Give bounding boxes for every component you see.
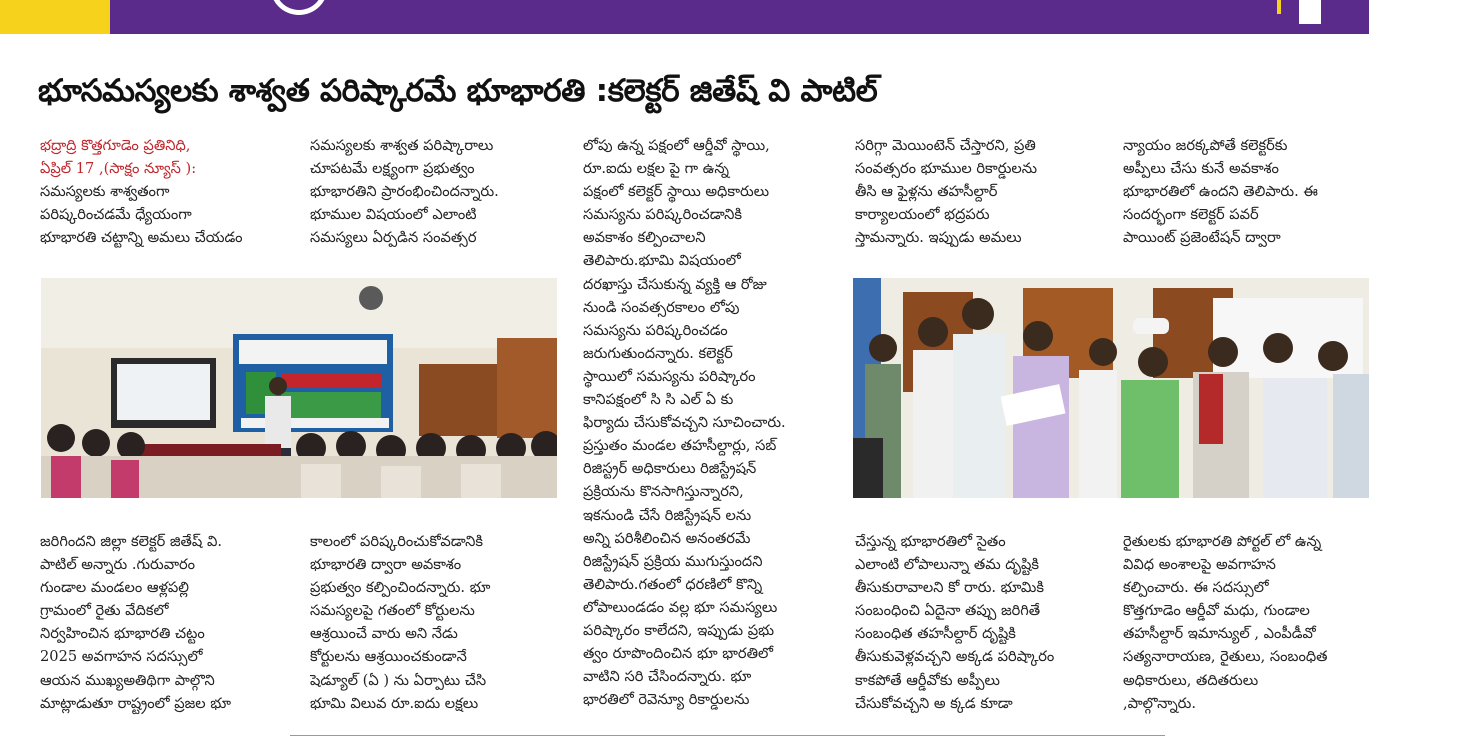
- dateline: భద్రాద్రి కొత్తగూడెం ప్రతినిధి, ఏప్రిల్ 17 ,(సాక్షం న్యూస్ ):: [40, 137, 197, 178]
- column-1-top: [40, 134, 292, 249]
- masthead-logo-icon: [270, 0, 328, 15]
- column-1-bottom: జరిగిందని జిల్లా కలెక్టర్ జితేష్ వి. పాటిల్ అన్నారు .గురువారం గుండాల మండలం ఆళ్లపల్లి గ్రామంలో రైతు వేదికలో నిర్వహించిన భూభారతి చట్టం 2025 అవగాహన సదస్సులో ఆయన ముఖ్యఅతిథిగా పాల్గొని మాట్లాడుతూ రాష్ట్రంలో ప్రజల భూ: [40, 533, 231, 712]
- column-2-top: సమస్యలకు శాశ్వత పరిష్కారాలు చూపటమే లక్ష్యంగా ప్రభుత్వం భూభారతిని ప్రారంభించిందన్నారు. భూముల విషయంలో ఎలాంటి సమస్యలు ఏర్పడిన సంవత్సర: [310, 137, 499, 247]
- officials-group-photo: [853, 278, 1369, 498]
- column-5-bottom: రైతులకు భూభారతి పోర్టల్ లో ఉన్న వివిధ అంశాలపై అవగాహన కల్పించారు. ఈ సదస్సులో కొత్తగూడెం ఆర్డీవో మధు, గుండాల తహసీల్దార్ ఇమాన్యుల్ , ఎంపీడీవో సత్యనారాయణ, రైతులు, సంబంధిత అధికారులు, తదితరులు ,పాల్గొన్నారు.: [1123, 533, 1328, 712]
- column-5-top: న్యాయం జరక్కపోతే కలెక్టర్‌కు అప్పీలు చేసు కునే అవకాశం భూభారతిలో ఉందని తెలిపారు. ఈ సందర్భంగా కలెక్టర్ పవర్ పాయింట్ ప్రజెంటేషన్ ద్వారా: [1123, 137, 1318, 247]
- masthead-bar: [110, 0, 1369, 34]
- column-1-top-text: సమస్యలకు శాశ్వతంగా పరిష్కరించడమే ధ్యేయంగా భూభారతి చట్టాన్ని అమలు చేయడం: [40, 183, 243, 247]
- column-4-bottom: చేస్తున్న భూభారతిలో సైతం ఎలాంటి లోపాలున్నా తమ దృష్టికి తీసుకురావాలని కో రారు. భూమికి సంబంధించి ఏదైనా తప్పు జరిగితే సంబంధిత తహసీల్దార్ దృష్టికి తీసుకువెళ్లవచ్చని అక్కడ పరిష్కారం కాకపోతే ఆర్డీవోకు అప్పీలు చేసుకోవచ్చని అ క్కడ కూడా: [855, 533, 1055, 712]
- masthead-marker-icon: [1299, 0, 1321, 24]
- article-headline: భూసమస్యలకు శాశ్వత పరిష్కారమే భూభారతి :కలెక్టర్ జితేష్ వి పాటిల్: [38, 73, 878, 109]
- officials-group-photo-icon: [853, 278, 1369, 498]
- meeting-hall-photo: [41, 278, 557, 498]
- column-3: లోపు ఉన్న పక్షంలో ఆర్డీవో స్థాయి, రూ.ఐదు లక్షల పై గా ఉన్న పక్షంలో కలెక్టర్ స్థాయి అధికారులు సమస్యను పరిష్కరించడానికి అవకాశం కల్పించాలని తెలిపారు.భూమి విషయంలో దరఖాస్తు చేసుకున్న వ్యక్తి ఆ రోజు నుండి సంవత్సరకాలం లోపు సమస్యను పరిష్కరించడం జరుగుతుందన్నారు. కలెక్టర్ స్థాయిలో సమస్యను పరిష్కారం కానిపక్షంలో సి సి ఎల్ ఏ కు ఫిర్యాదు చేసుకోవచ్చని సూచించారు. ప్రస్తుతం మండల తహసీల్దార్లు, సబ్ రిజిస్ట్రర్ అధికారులు రిజిస్ట్రేషన్ ప్రక్రియను కొనసాగిస్తున్నారని, ఇకనుండి చేసే రిజిస్ట్రేషన్ లను అన్ని పరిశీలించిన అనంతరమే రిజిస్ట్రేషన్ ప్రక్రియ ముగుస్తుందని తెలిపారు.గతంలో ధరణిలో కొన్ని లోపాలుండడం వల్ల భూ సమస్యలు పరిష్కారం కాలేదని, ఇప్పుడు ప్రభు త్వం రూపొందించిన భూ భారతిలో వాటిని సరి చేసిందన్నారు. భూ భారతిలో రెవెన్యూ రికార్డులను: [583, 137, 786, 709]
- column-2-bottom: కాలంలో పరిష్కరించుకోవడానికి భూభారతి ద్వారా అవకాశం ప్రభుత్వం కల్పించిందన్నారు. భూ సమస్యలపై గతంలో కోర్టులను ఆశ్రయించే వారు అని నేడు కోర్టులను ఆశ్రయించకుండానే షెడ్యూల్ (ఏ ) ను ఏర్పాటు చేసి భూమి విలువ రూ.ఐదు లక్షలు: [310, 533, 491, 712]
- masthead-accent-icon: [1277, 0, 1281, 14]
- meeting-hall-photo-icon: [41, 278, 557, 498]
- column-4-top: సరిగ్గా మెయింటెన్ చేస్తారని, ప్రతి సంవత్సరం భూముల రికార్డులను తీసి ఆ ఫైళ్లను తహసీల్దార్ కార్యాలయంలో భద్రపరు స్తామన్నారు. ఇప్పుడు అమలు: [855, 137, 1038, 247]
- bottom-divider: [290, 735, 1165, 736]
- masthead-yellow-block: [0, 0, 110, 34]
